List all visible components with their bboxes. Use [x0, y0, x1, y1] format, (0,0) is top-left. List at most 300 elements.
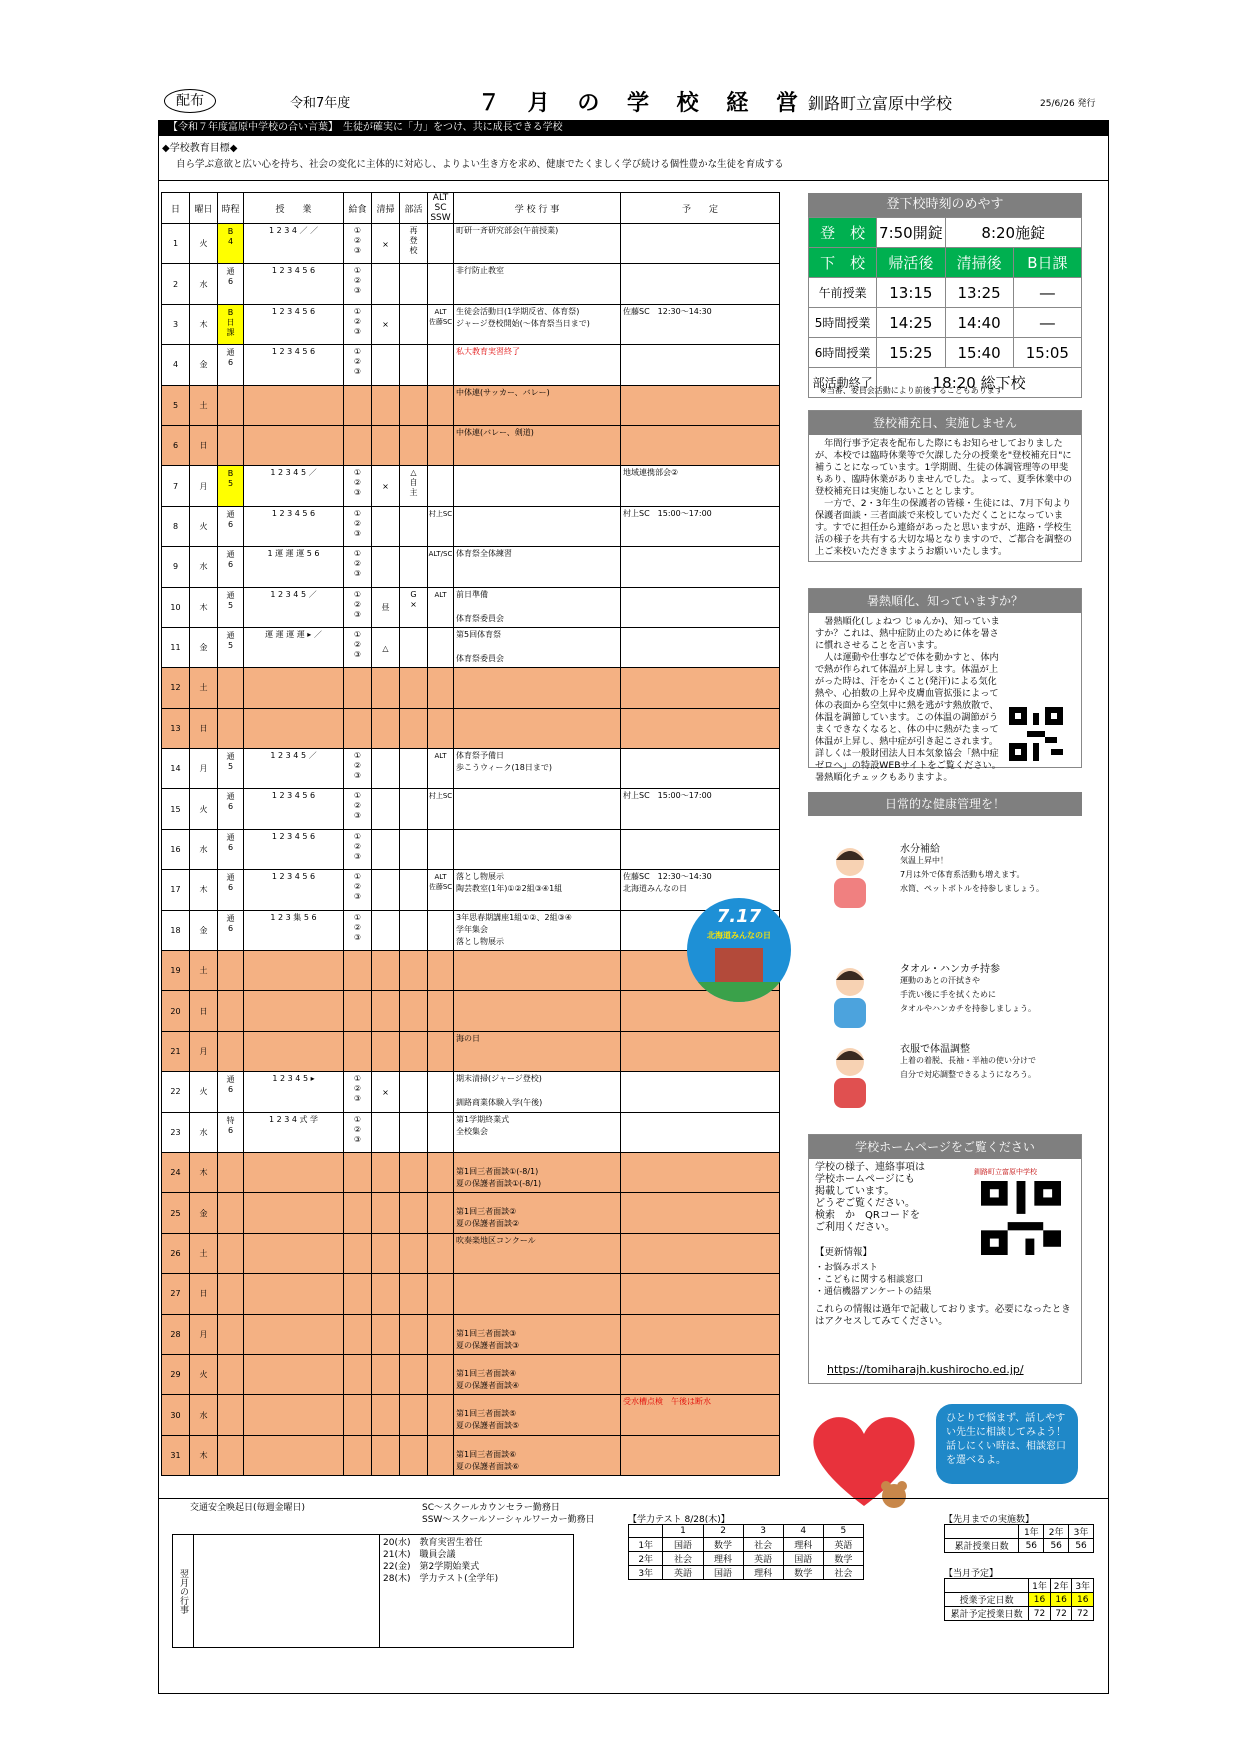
calendar-row — [162, 587, 780, 627]
plan-cell — [621, 264, 780, 304]
calendar-row — [162, 1314, 780, 1354]
day-number: 21 — [162, 1031, 190, 1071]
plan-cell — [621, 627, 780, 667]
period-list: 1 2 3 4 5 ／ — [244, 749, 344, 789]
cleaning-cell: × — [372, 1072, 400, 1112]
staff-cell — [428, 385, 454, 425]
day-number: 20 — [162, 991, 190, 1031]
lunch-cell — [344, 1435, 372, 1475]
next-month-label: 翌月の行事 — [173, 1535, 194, 1647]
next-month-item: 28(木) 学力テスト(全学年) — [383, 1574, 499, 1584]
table-cell: 国語 — [783, 1552, 823, 1566]
day-number: 31 — [162, 1435, 190, 1475]
schedule-type: 通 6 — [218, 829, 244, 869]
next-month-item: 22(金) 第2学期始業式 — [383, 1562, 480, 1572]
club-cell — [400, 627, 428, 667]
event-cell: 体育祭予備日 歩こうウィーク(18日まで) — [454, 749, 621, 789]
timetable-cell: ― — [1013, 308, 1081, 338]
day-number: 16 — [162, 829, 190, 869]
timetable-cell: B日課 — [1013, 248, 1081, 278]
table-cell: 72 — [1072, 1607, 1094, 1621]
day-number: 9 — [162, 547, 190, 587]
lunch-cell — [344, 1152, 372, 1192]
weekday: 金 — [190, 627, 218, 667]
club-cell — [400, 870, 428, 910]
homepage-note: これらの情報は過年で記載しております。必要になったときはアクセスしてみてください。 — [815, 1304, 1071, 1327]
plan-cell — [621, 1233, 780, 1273]
homepage-link[interactable]: https://tomiharajh.kushirocho.ed.jp/ — [827, 1363, 1024, 1376]
table-cell: 数学 — [703, 1538, 743, 1552]
club-cell — [400, 1395, 428, 1435]
next-month-box — [172, 1534, 574, 1648]
table-row — [629, 1552, 864, 1566]
lunch-cell — [344, 1314, 372, 1354]
timetable-cell: 登 校 — [809, 218, 877, 248]
plan-cell — [621, 1314, 780, 1354]
timetable-row — [809, 218, 1082, 248]
staff-cell — [428, 627, 454, 667]
calendar-row — [162, 668, 780, 708]
cleaning-cell — [372, 829, 400, 869]
calendar-row — [162, 1031, 780, 1071]
cleaning-cell — [372, 547, 400, 587]
lunch-cell — [344, 1233, 372, 1273]
club-cell: △ 自 主 — [400, 466, 428, 506]
calendar-row — [162, 1112, 780, 1152]
plan-cell — [621, 829, 780, 869]
cleaning-cell: 昼 — [372, 587, 400, 627]
weekday: 木 — [190, 870, 218, 910]
table-cell: 16 — [1050, 1593, 1072, 1607]
lunch-cell: ① ② ③ — [344, 870, 372, 910]
period-list — [244, 951, 344, 991]
cleaning-cell — [372, 668, 400, 708]
plan-cell — [621, 1152, 780, 1192]
schedule-type: 通 5 — [218, 627, 244, 667]
lunch-cell: ① ② ③ — [344, 466, 372, 506]
schedule-type — [218, 425, 244, 465]
table-cell: 56 — [1069, 1539, 1094, 1553]
table-cell: 累計予定授業日数 — [945, 1607, 1029, 1621]
calendar-header-2: 時程 — [218, 193, 244, 224]
weekday: 火 — [190, 224, 218, 264]
table-cell: 英語 — [743, 1552, 783, 1566]
club-cell: G × — [400, 587, 428, 627]
event-cell: 第1学期終業式 全校集会 — [454, 1112, 621, 1152]
cleaning-cell — [372, 345, 400, 385]
staff-cell — [428, 668, 454, 708]
calendar-row — [162, 749, 780, 789]
weekday: 土 — [190, 951, 218, 991]
staff-cell — [428, 425, 454, 465]
cleaning-cell — [372, 506, 400, 546]
weekday: 月 — [190, 466, 218, 506]
plan-cell — [621, 749, 780, 789]
table-row — [945, 1593, 1094, 1607]
schedule-type — [218, 1395, 244, 1435]
period-list: 1 2 3 4 5 6 — [244, 345, 344, 385]
update-list — [809, 1262, 1081, 1301]
calendar-row — [162, 1193, 780, 1233]
schedule-type — [218, 1435, 244, 1475]
timetable-cell: 15:25 — [877, 338, 945, 368]
table-cell: 56 — [1019, 1539, 1044, 1553]
lunch-cell — [344, 1031, 372, 1071]
event-cell — [454, 991, 621, 1031]
staff-cell — [428, 1031, 454, 1071]
period-list — [244, 1395, 344, 1435]
health-panel — [808, 792, 1082, 818]
calendar-header-0: 日 — [162, 193, 190, 224]
plan-cell — [621, 224, 780, 264]
calendar-row — [162, 870, 780, 910]
day-number: 29 — [162, 1354, 190, 1394]
club-cell — [400, 1072, 428, 1112]
update-item: ・こどもに関する相談窓口 — [815, 1275, 924, 1285]
period-list: 運 運 運 運 ▸ ／ — [244, 627, 344, 667]
next-month-item: 21(木) 職員会議 — [383, 1550, 456, 1560]
table-header-row — [945, 1525, 1094, 1539]
staff-cell — [428, 1112, 454, 1152]
table-cell: 国語 — [663, 1538, 703, 1552]
schedule-type — [218, 1233, 244, 1273]
table-header-cell: 1年 — [1019, 1525, 1044, 1539]
calendar-row — [162, 1072, 780, 1112]
timetable-cell: 帰活後 — [877, 248, 945, 278]
day-number: 12 — [162, 668, 190, 708]
club-cell — [400, 385, 428, 425]
person-illustration-icon — [820, 962, 880, 1032]
lunch-cell — [344, 991, 372, 1031]
calendar-row — [162, 708, 780, 748]
cleaning-cell — [372, 425, 400, 465]
timetable-cell: 13:15 — [877, 278, 945, 308]
schedule-type — [218, 668, 244, 708]
calendar-row — [162, 304, 780, 344]
health-item-text: 運動のあとの汗拭きや 手洗い後に手を拭くために タオルやハンカチを持参しましょう。 — [900, 976, 1036, 1013]
timetable-cell: 午前授業 — [809, 278, 877, 308]
event-cell — [454, 829, 621, 869]
schedule-type: 通 6 — [218, 264, 244, 304]
day-number: 24 — [162, 1152, 190, 1192]
plan-cell — [621, 425, 780, 465]
lunch-cell: ① ② ③ — [344, 749, 372, 789]
weekday: 水 — [190, 547, 218, 587]
plan-table — [944, 1578, 1094, 1621]
lunch-cell: ① ② ③ — [344, 224, 372, 264]
timetable-cell: 15:40 — [945, 338, 1013, 368]
calendar-header-1: 曜日 — [190, 193, 218, 224]
schedule-type — [218, 991, 244, 1031]
cleaning-cell — [372, 1435, 400, 1475]
cleaning-cell — [372, 1314, 400, 1354]
cleaning-cell: × — [372, 466, 400, 506]
table-header-cell — [945, 1525, 1019, 1539]
club-cell — [400, 304, 428, 344]
table-header-cell: 1年 — [1029, 1579, 1051, 1593]
schedule-type: B 4 — [218, 224, 244, 264]
table-cell: 理科 — [783, 1538, 823, 1552]
period-list — [244, 1435, 344, 1475]
club-cell — [400, 1435, 428, 1475]
day-number: 17 — [162, 870, 190, 910]
period-list: 1 2 3 4 5 6 — [244, 304, 344, 344]
heat-panel — [808, 588, 1082, 783]
lunch-cell: ① ② ③ — [344, 829, 372, 869]
cleaning-cell — [372, 1233, 400, 1273]
period-list — [244, 708, 344, 748]
fiscal-year: 令和7年度 — [290, 96, 351, 111]
plan-cell: 村上SC 15:00～17:00 — [621, 789, 780, 829]
table-cell: 72 — [1050, 1607, 1072, 1621]
timetable-cell: 5時間授業 — [809, 308, 877, 338]
school-motto: 【令和７年度富原中学校の合い言葉】 生徒が確実に「力」をつけ、共に成長できる学校 — [158, 120, 1109, 136]
heat-body: 暑熱順化(しょねつ じゅんか)、知っていますか？これは、熱中症防止のために体を暑さに慣れさせることを言います。 人は運動や仕事などで体を動かすと、体内で熱が作られて体温が上昇します。体温が上がった時は、汗をかくこと(発汗)による気化熱や、心拍数の上昇や皮膚血管拡張によって体の表面から空気中に熱を逃がす熱放散で、体温を調節しています。この体温の調節がうまくできなくなると、体の中に熱がたまって体温が上昇し、熱中症が引き起こされます。詳しくは一般財団法人日本気象協会「熱中症ゼロへ」の特設WEBサイトをご覧ください。暑熱順化チェックもありますよ。 — [815, 616, 1001, 783]
table-cell: 72 — [1029, 1607, 1051, 1621]
table-cell: 数学 — [823, 1552, 863, 1566]
day-number: 11 — [162, 627, 190, 667]
day-number: 5 — [162, 385, 190, 425]
schedule-type — [218, 1274, 244, 1314]
weekday: 土 — [190, 385, 218, 425]
schedule-type: B 日 課 — [218, 304, 244, 344]
timetable-row — [809, 308, 1082, 338]
period-list: 1 2 3 4 5 6 — [244, 264, 344, 304]
day-number: 7 — [162, 466, 190, 506]
commute-timetable — [808, 217, 1082, 398]
calendar-row — [162, 1274, 780, 1314]
weekday: 土 — [190, 668, 218, 708]
staff-cell — [428, 991, 454, 1031]
table-cell: 累計授業日数 — [945, 1539, 1019, 1553]
staff-cell — [428, 829, 454, 869]
schedule-type: 通 6 — [218, 870, 244, 910]
weekday: 火 — [190, 789, 218, 829]
plan-cell — [621, 547, 780, 587]
health-item-heading: 水分補給 — [900, 844, 940, 855]
day-number: 26 — [162, 1233, 190, 1273]
club-cell — [400, 506, 428, 546]
page-title: ７ 月 の 学 校 経 営 — [478, 91, 808, 116]
weekday: 火 — [190, 1354, 218, 1394]
weekday: 水 — [190, 1112, 218, 1152]
period-list — [244, 991, 344, 1031]
schedule-type — [218, 1152, 244, 1192]
table-cell: 社会 — [823, 1566, 863, 1580]
day-number: 28 — [162, 1314, 190, 1354]
club-cell — [400, 991, 428, 1031]
weekday: 木 — [190, 1435, 218, 1475]
staff-cell: 村上SC — [428, 789, 454, 829]
weekday: 金 — [190, 345, 218, 385]
lunch-cell — [344, 1274, 372, 1314]
lunch-cell: ① ② ③ — [344, 1112, 372, 1152]
staff-cell — [428, 951, 454, 991]
event-cell: 中体連(サッカー、バレー) — [454, 385, 621, 425]
safety-note: 交通安全喚起日(毎週金曜日) — [190, 1503, 306, 1513]
table-cell: 3年 — [629, 1566, 663, 1580]
calendar-header-6: 部活 — [400, 193, 428, 224]
day-number: 2 — [162, 264, 190, 304]
lunch-cell: ① ② ③ — [344, 547, 372, 587]
event-cell: 第1回三者面談② 夏の保護者面談② — [454, 1193, 621, 1233]
plan-cell: 佐藤SC 12:30～14:30 北海道みんなの日 — [621, 870, 780, 910]
cleaning-cell — [372, 1395, 400, 1435]
schedule-type: 通 5 — [218, 749, 244, 789]
timetable-cell: 18:20 総下校 — [877, 368, 1082, 398]
staff-cell — [428, 1233, 454, 1273]
period-list — [244, 668, 344, 708]
staff-cell — [428, 1193, 454, 1233]
day-number: 3 — [162, 304, 190, 344]
timetable-cell: 15:05 — [1013, 338, 1081, 368]
table-cell: 授業予定日数 — [945, 1593, 1029, 1607]
calendar-header-7: ALT SC SSW — [428, 193, 454, 224]
timetable-cell: 8:20施錠 — [945, 218, 1082, 248]
club-cell — [400, 264, 428, 304]
cleaning-cell — [372, 1193, 400, 1233]
table-header-cell: 2 — [703, 1525, 743, 1538]
day-number: 13 — [162, 708, 190, 748]
calendar-header-9: 予 定 — [621, 193, 780, 224]
record-table — [944, 1524, 1094, 1553]
staff-cell — [428, 224, 454, 264]
club-cell — [400, 1314, 428, 1354]
plan-cell — [621, 1072, 780, 1112]
event-cell: 落とし物展示 陶芸教室(1年)①②2組③④1組 — [454, 870, 621, 910]
weekday: 火 — [190, 506, 218, 546]
period-list — [244, 425, 344, 465]
next-month-item: 20(水) 教育実習生着任 — [383, 1538, 483, 1548]
lunch-cell: ① ② ③ — [344, 789, 372, 829]
weekday: 月 — [190, 749, 218, 789]
schedule-type — [218, 951, 244, 991]
staff-cell — [428, 345, 454, 385]
calendar-header-8: 学 校 行 事 — [454, 193, 621, 224]
calendar-row — [162, 1395, 780, 1435]
plan-title: 【当月予定】 — [944, 1569, 999, 1579]
health-item-heading: タオル・ハンカチ持参 — [900, 964, 1000, 975]
schedule-type: 通 6 — [218, 1072, 244, 1112]
calendar-header-5: 清掃 — [372, 193, 400, 224]
calendar-row — [162, 1435, 780, 1475]
cleaning-cell: △ — [372, 627, 400, 667]
plan-cell — [621, 668, 780, 708]
event-cell — [454, 789, 621, 829]
homepage-panel — [808, 1134, 1082, 1384]
divider — [158, 180, 1109, 181]
timetable-cell: 14:25 — [877, 308, 945, 338]
next-month-items — [383, 1537, 498, 1585]
staff-cell: ALT — [428, 587, 454, 627]
table-cell: 数学 — [783, 1566, 823, 1580]
schedule-type — [218, 385, 244, 425]
table-cell: 16 — [1029, 1593, 1051, 1607]
homepage-title: 学校ホームページをご覧ください — [809, 1135, 1081, 1159]
plan-cell: 村上SC 15:00～17:00 — [621, 506, 780, 546]
timetable-cell: 13:25 — [945, 278, 1013, 308]
sc-note: SC～スクールカウンセラー勤務日 — [422, 1503, 560, 1513]
period-list: 1 運 運 運 5 6 — [244, 547, 344, 587]
heart-icon — [806, 1410, 922, 1510]
schedule-type — [218, 708, 244, 748]
timetable-cell: 部活動終了 — [809, 368, 877, 398]
staff-cell — [428, 1314, 454, 1354]
homepage-qr-code[interactable] — [981, 1181, 1061, 1255]
timetable-cell: 下 校 — [809, 248, 877, 278]
club-cell — [400, 668, 428, 708]
event-cell: 第1回三者面談④ 夏の保護者面談④ — [454, 1354, 621, 1394]
period-list — [244, 1233, 344, 1273]
issue-date: 25/6/26 発行 — [1040, 99, 1096, 109]
table-header-cell: 4 — [783, 1525, 823, 1538]
period-list: 1 2 3 4 5 ／ — [244, 587, 344, 627]
cleaning-cell — [372, 385, 400, 425]
schedule-type — [218, 1354, 244, 1394]
schedule-type — [218, 1031, 244, 1071]
timetable-row — [809, 278, 1082, 308]
staff-cell — [428, 264, 454, 304]
timetable-row — [809, 338, 1082, 368]
lunch-cell — [344, 1354, 372, 1394]
table-header-cell: 1 — [663, 1525, 703, 1538]
period-list — [244, 385, 344, 425]
staff-cell — [428, 1395, 454, 1435]
timetable-cell: 6時間授業 — [809, 338, 877, 368]
day-number: 14 — [162, 749, 190, 789]
period-list: 1 2 3 4 5 ／ — [244, 466, 344, 506]
period-list: 1 2 3 4 5 ▸ — [244, 1072, 344, 1112]
day-number: 22 — [162, 1072, 190, 1112]
calendar-row — [162, 506, 780, 546]
plan-cell — [621, 708, 780, 748]
calendar-row — [162, 425, 780, 465]
table-header-row — [945, 1579, 1094, 1593]
event-cell — [454, 668, 621, 708]
school-name: 釧路町立富原中学校 — [808, 94, 953, 113]
club-cell — [400, 425, 428, 465]
lunch-cell: ① ② ③ — [344, 506, 372, 546]
table-cell: 国語 — [703, 1566, 743, 1580]
plan-cell — [621, 1274, 780, 1314]
weekday: 日 — [190, 991, 218, 1031]
test-title: 【学力テスト 8/28(木)】 — [628, 1515, 730, 1525]
table-cell: 16 — [1072, 1593, 1094, 1607]
schedule-type: 通 5 — [218, 587, 244, 627]
heat-qr-code[interactable] — [1009, 707, 1063, 761]
period-list: 1 2 3 4 式 学 — [244, 1112, 344, 1152]
club-cell — [400, 547, 428, 587]
table-header-cell — [945, 1579, 1029, 1593]
schedule-type: 通 6 — [218, 910, 244, 950]
cleaning-cell — [372, 1031, 400, 1071]
lunch-cell — [344, 385, 372, 425]
calendar-row — [162, 1152, 780, 1192]
staff-cell — [428, 910, 454, 950]
staff-cell: ALT/SC — [428, 547, 454, 587]
staff-cell — [428, 1435, 454, 1475]
period-list: 1 2 3 4 5 6 — [244, 506, 344, 546]
person-illustration-icon — [820, 842, 880, 912]
timetable-row — [809, 248, 1082, 278]
cleaning-cell: × — [372, 304, 400, 344]
event-cell: 第1回三者面談⑥ 夏の保護者面談⑥ — [454, 1435, 621, 1475]
period-list — [244, 1031, 344, 1071]
lunch-cell: ① ② ③ — [344, 345, 372, 385]
calendar-row — [162, 224, 780, 264]
period-list — [244, 1314, 344, 1354]
cleaning-cell — [372, 264, 400, 304]
